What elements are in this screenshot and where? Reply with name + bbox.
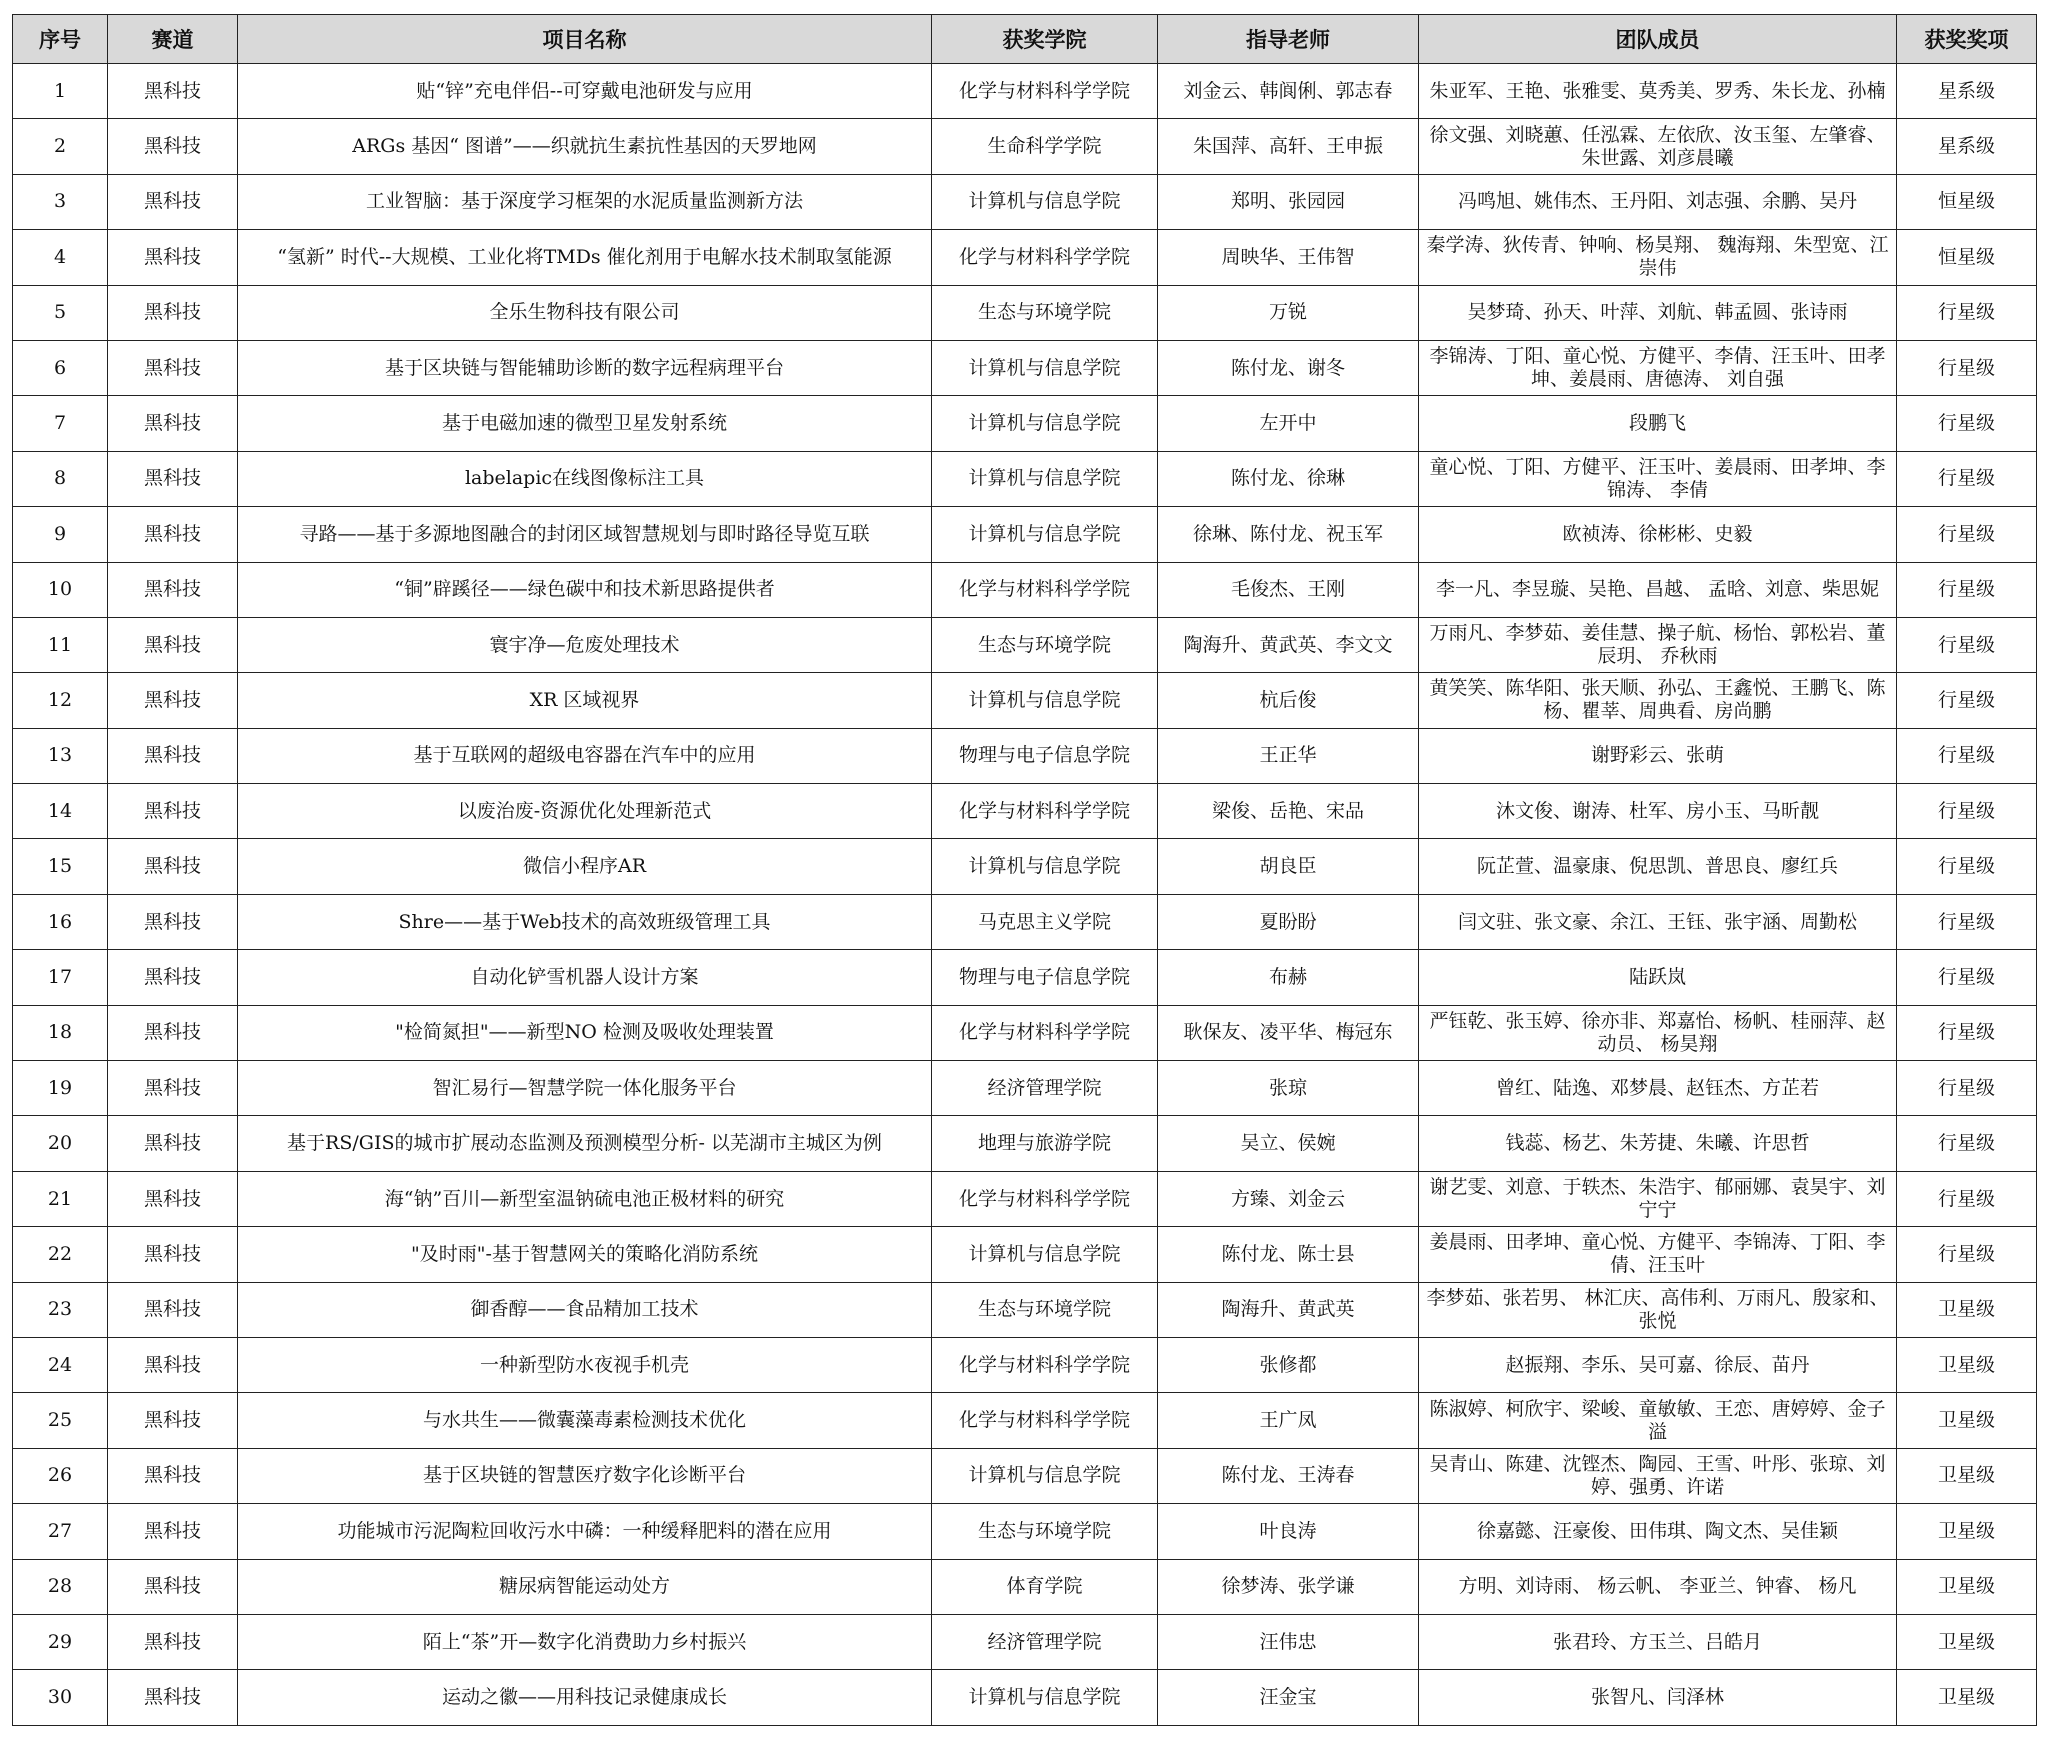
table-row <box>13 1614 2037 1669</box>
cell-project-name: 基于区块链的智慧医疗数字化诊断平台 <box>238 1448 932 1503</box>
cell-award: 行星级 <box>1897 1061 2037 1116</box>
cell-team-members: 钱蕊、杨艺、朱芳捷、朱曦、许思哲 <box>1419 1116 1897 1171</box>
header-advisor: 指导老师 <box>1158 15 1419 64</box>
cell-college: 物理与电子信息学院 <box>932 950 1158 1005</box>
cell-project-name: 海“钠”百川—新型室温钠硫电池正极材料的研究 <box>238 1171 932 1226</box>
cell-index: 8 <box>13 451 108 506</box>
cell-college: 计算机与信息学院 <box>932 673 1158 728</box>
cell-project-name: 智汇易行—智慧学院一体化服务平台 <box>238 1061 932 1116</box>
cell-college: 计算机与信息学院 <box>932 174 1158 229</box>
cell-award: 卫星级 <box>1897 1670 2037 1725</box>
cell-team-members: 阮芷萱、温豪康、倪思凯、普思良、廖红兵 <box>1419 839 1897 894</box>
cell-award: 恒星级 <box>1897 174 2037 229</box>
cell-track: 黑科技 <box>108 562 238 617</box>
table-row <box>13 396 2037 451</box>
cell-team-members: 陈淑婷、柯欣宇、梁峻、童敏敏、王恋、唐婷婷、金子溢 <box>1419 1393 1897 1448</box>
cell-college: 马克思主义学院 <box>932 894 1158 949</box>
table-row <box>13 1670 2037 1725</box>
cell-award: 行星级 <box>1897 340 2037 395</box>
cell-award: 行星级 <box>1897 562 2037 617</box>
table-row <box>13 784 2037 839</box>
cell-college: 生态与环境学院 <box>932 285 1158 340</box>
cell-track: 黑科技 <box>108 1670 238 1725</box>
cell-college: 计算机与信息学院 <box>932 451 1158 506</box>
cell-index: 6 <box>13 340 108 395</box>
cell-project-name: 全乐生物科技有限公司 <box>238 285 932 340</box>
cell-project-name: labelapic在线图像标注工具 <box>238 451 932 506</box>
cell-index: 19 <box>13 1061 108 1116</box>
cell-track: 黑科技 <box>108 1171 238 1226</box>
cell-college: 化学与材料科学学院 <box>932 562 1158 617</box>
cell-track: 黑科技 <box>108 1061 238 1116</box>
cell-college: 化学与材料科学学院 <box>932 784 1158 839</box>
cell-project-name: 工业智脑：基于深度学习框架的水泥质量监测新方法 <box>238 174 932 229</box>
cell-index: 9 <box>13 507 108 562</box>
cell-team-members: 严钰乾、张玉婷、徐亦非、郑嘉怡、杨帆、桂丽萍、赵动员、 杨昊翔 <box>1419 1005 1897 1060</box>
cell-college: 化学与材料科学学院 <box>932 230 1158 285</box>
cell-college: 计算机与信息学院 <box>932 507 1158 562</box>
cell-award: 行星级 <box>1897 894 2037 949</box>
cell-advisor: 夏盼盼 <box>1158 894 1419 949</box>
table-row <box>13 340 2037 395</box>
header-college: 获奖学院 <box>932 15 1158 64</box>
cell-index: 26 <box>13 1448 108 1503</box>
cell-index: 28 <box>13 1559 108 1614</box>
cell-advisor: 万锐 <box>1158 285 1419 340</box>
cell-project-name: 贴“锌”充电伴侣--可穿戴电池研发与应用 <box>238 64 932 119</box>
cell-award: 卫星级 <box>1897 1337 2037 1392</box>
cell-project-name: 基于RS/GIS的城市扩展动态监测及预测模型分析- 以芜湖市主城区为例 <box>238 1116 932 1171</box>
cell-index: 25 <box>13 1393 108 1448</box>
cell-track: 黑科技 <box>108 1448 238 1503</box>
cell-college: 计算机与信息学院 <box>932 340 1158 395</box>
cell-index: 14 <box>13 784 108 839</box>
cell-index: 7 <box>13 396 108 451</box>
cell-team-members: 欧祯涛、徐彬彬、史毅 <box>1419 507 1897 562</box>
page <box>12 14 2037 1726</box>
cell-index: 1 <box>13 64 108 119</box>
cell-college: 计算机与信息学院 <box>932 1448 1158 1503</box>
cell-track: 黑科技 <box>108 230 238 285</box>
cell-college: 物理与电子信息学院 <box>932 728 1158 783</box>
table-row <box>13 1227 2037 1282</box>
header-row <box>13 15 2037 64</box>
cell-award: 行星级 <box>1897 950 2037 1005</box>
cell-advisor: 王广凤 <box>1158 1393 1419 1448</box>
cell-award: 卫星级 <box>1897 1504 2037 1559</box>
cell-index: 22 <box>13 1227 108 1282</box>
cell-team-members: 沐文俊、谢涛、杜军、房小玉、马昕靓 <box>1419 784 1897 839</box>
cell-advisor: 陈付龙、谢冬 <box>1158 340 1419 395</box>
cell-college: 计算机与信息学院 <box>932 1670 1158 1725</box>
cell-advisor: 毛俊杰、王刚 <box>1158 562 1419 617</box>
table-row <box>13 1559 2037 1614</box>
cell-advisor: 陶海升、黄武英 <box>1158 1282 1419 1337</box>
cell-award: 行星级 <box>1897 396 2037 451</box>
table-row <box>13 839 2037 894</box>
cell-advisor: 陈付龙、徐琳 <box>1158 451 1419 506</box>
cell-index: 18 <box>13 1005 108 1060</box>
cell-track: 黑科技 <box>108 1393 238 1448</box>
table-row <box>13 451 2037 506</box>
cell-advisor: 郑明、张园园 <box>1158 174 1419 229</box>
cell-project-name: 运动之徽——用科技记录健康成长 <box>238 1670 932 1725</box>
cell-index: 17 <box>13 950 108 1005</box>
cell-project-name: 寻路——基于多源地图融合的封闭区域智慧规划与即时路径导览互联 <box>238 507 932 562</box>
cell-index: 10 <box>13 562 108 617</box>
cell-project-name: 基于互联网的超级电容器在汽车中的应用 <box>238 728 932 783</box>
cell-team-members: 闫文驻、张文豪、余江、王钰、张宇涵、周勤松 <box>1419 894 1897 949</box>
cell-team-members: 徐嘉懿、汪豪俊、田伟琪、陶文杰、吴佳颖 <box>1419 1504 1897 1559</box>
table-row <box>13 1005 2037 1060</box>
cell-college: 计算机与信息学院 <box>932 839 1158 894</box>
cell-team-members: 李一凡、李昱璇、吴艳、昌越、 孟晗、刘意、柴思妮 <box>1419 562 1897 617</box>
award-table <box>12 14 2037 1726</box>
header-team-members: 团队成员 <box>1419 15 1897 64</box>
cell-index: 3 <box>13 174 108 229</box>
cell-college: 经济管理学院 <box>932 1614 1158 1669</box>
table-row <box>13 1393 2037 1448</box>
table-row <box>13 728 2037 783</box>
table-header <box>13 15 2037 64</box>
cell-track: 黑科技 <box>108 1005 238 1060</box>
cell-award: 行星级 <box>1897 1227 2037 1282</box>
cell-college: 计算机与信息学院 <box>932 1227 1158 1282</box>
cell-team-members: 段鹏飞 <box>1419 396 1897 451</box>
cell-project-name: XR 区域视界 <box>238 673 932 728</box>
cell-college: 地理与旅游学院 <box>932 1116 1158 1171</box>
cell-project-name: "检简氮担"——新型NO 检测及吸收处理装置 <box>238 1005 932 1060</box>
cell-team-members: 谢艺雯、刘意、于轶杰、朱浩宇、郁丽娜、袁昊宇、刘宁宁 <box>1419 1171 1897 1226</box>
cell-track: 黑科技 <box>108 1559 238 1614</box>
cell-project-name: 功能城市污泥陶粒回收污水中磷：一种缓释肥料的潜在应用 <box>238 1504 932 1559</box>
cell-index: 5 <box>13 285 108 340</box>
cell-index: 16 <box>13 894 108 949</box>
cell-project-name: "及时雨"-基于智慧网关的策略化消防系统 <box>238 1227 932 1282</box>
cell-award: 行星级 <box>1897 451 2037 506</box>
cell-award: 卫星级 <box>1897 1559 2037 1614</box>
cell-project-name: 基于区块链与智能辅助诊断的数字远程病理平台 <box>238 340 932 395</box>
cell-award: 行星级 <box>1897 617 2037 672</box>
cell-track: 黑科技 <box>108 894 238 949</box>
cell-team-members: 万雨凡、李梦茹、姜佳慧、操子航、杨怡、郭松岩、董辰玥、 乔秋雨 <box>1419 617 1897 672</box>
cell-advisor: 叶良涛 <box>1158 1504 1419 1559</box>
cell-award: 行星级 <box>1897 507 2037 562</box>
table-row <box>13 1171 2037 1226</box>
cell-index: 13 <box>13 728 108 783</box>
cell-college: 体育学院 <box>932 1559 1158 1614</box>
cell-index: 2 <box>13 119 108 174</box>
cell-college: 生态与环境学院 <box>932 617 1158 672</box>
cell-track: 黑科技 <box>108 784 238 839</box>
cell-advisor: 朱国萍、高轩、王申振 <box>1158 119 1419 174</box>
table-row <box>13 230 2037 285</box>
cell-advisor: 陶海升、黄武英、李文文 <box>1158 617 1419 672</box>
cell-award: 卫星级 <box>1897 1614 2037 1669</box>
table-row <box>13 174 2037 229</box>
table-row <box>13 1282 2037 1337</box>
cell-team-members: 谢野彩云、张萌 <box>1419 728 1897 783</box>
cell-index: 23 <box>13 1282 108 1337</box>
table-row <box>13 1061 2037 1116</box>
cell-college: 生态与环境学院 <box>932 1282 1158 1337</box>
table-row <box>13 64 2037 119</box>
cell-advisor: 徐琳、陈付龙、祝玉军 <box>1158 507 1419 562</box>
cell-team-members: 张智凡、闫泽林 <box>1419 1670 1897 1725</box>
cell-project-name: “氢新” 时代--大规模、工业化将TMDs 催化剂用于电解水技术制取氢能源 <box>238 230 932 285</box>
cell-team-members: 徐文强、刘晓蕙、任泓霖、左依欣、汝玉玺、左肇睿、朱世露、刘彦晨曦 <box>1419 119 1897 174</box>
table-row <box>13 950 2037 1005</box>
cell-advisor: 王正华 <box>1158 728 1419 783</box>
cell-award: 恒星级 <box>1897 230 2037 285</box>
cell-project-name: 基于电磁加速的微型卫星发射系统 <box>238 396 932 451</box>
cell-track: 黑科技 <box>108 340 238 395</box>
cell-index: 20 <box>13 1116 108 1171</box>
table-row <box>13 507 2037 562</box>
cell-team-members: 秦学涛、狄传青、钟响、杨昊翔、 魏海翔、朱型宽、江崇伟 <box>1419 230 1897 285</box>
cell-track: 黑科技 <box>108 1116 238 1171</box>
cell-award: 行星级 <box>1897 1005 2037 1060</box>
table-row <box>13 119 2037 174</box>
cell-project-name: 糖尿病智能运动处方 <box>238 1559 932 1614</box>
cell-track: 黑科技 <box>108 950 238 1005</box>
cell-team-members: 李梦茹、张若男、 林汇庆、高伟利、万雨凡、殷家和、张悦 <box>1419 1282 1897 1337</box>
cell-award: 星系级 <box>1897 119 2037 174</box>
cell-award: 卫星级 <box>1897 1448 2037 1503</box>
cell-index: 4 <box>13 230 108 285</box>
table-row <box>13 285 2037 340</box>
cell-team-members: 朱亚军、王艳、张雅雯、莫秀美、罗秀、朱长龙、孙楠 <box>1419 64 1897 119</box>
cell-college: 化学与材料科学学院 <box>932 1337 1158 1392</box>
cell-project-name: 陌上“茶”开—数字化消费助力乡村振兴 <box>238 1614 932 1669</box>
cell-advisor: 布赫 <box>1158 950 1419 1005</box>
cell-track: 黑科技 <box>108 617 238 672</box>
cell-advisor: 吴立、侯婉 <box>1158 1116 1419 1171</box>
cell-advisor: 张修都 <box>1158 1337 1419 1392</box>
cell-project-name: 寰宇净—危废处理技术 <box>238 617 932 672</box>
cell-award: 行星级 <box>1897 285 2037 340</box>
table-row <box>13 617 2037 672</box>
cell-team-members: 吴梦琦、孙天、叶萍、刘航、韩孟圆、张诗雨 <box>1419 285 1897 340</box>
cell-project-name: 以废治废-资源优化处理新范式 <box>238 784 932 839</box>
cell-track: 黑科技 <box>108 174 238 229</box>
cell-award: 行星级 <box>1897 728 2037 783</box>
cell-track: 黑科技 <box>108 396 238 451</box>
cell-award: 卫星级 <box>1897 1282 2037 1337</box>
cell-advisor: 梁俊、岳艳、宋品 <box>1158 784 1419 839</box>
cell-index: 21 <box>13 1171 108 1226</box>
table-row <box>13 673 2037 728</box>
cell-team-members: 吴青山、陈建、沈铿杰、陶园、王雪、叶彤、张琼、刘婷、强勇、许诺 <box>1419 1448 1897 1503</box>
cell-team-members: 李锦涛、丁阳、童心悦、方健平、李倩、汪玉叶、田孝坤、姜晨雨、唐德涛、 刘自强 <box>1419 340 1897 395</box>
header-project-name: 项目名称 <box>238 15 932 64</box>
cell-track: 黑科技 <box>108 673 238 728</box>
header-index: 序号 <box>13 15 108 64</box>
cell-advisor: 胡良臣 <box>1158 839 1419 894</box>
cell-index: 27 <box>13 1504 108 1559</box>
cell-project-name: 微信小程序AR <box>238 839 932 894</box>
cell-college: 化学与材料科学学院 <box>932 64 1158 119</box>
cell-team-members: 曾红、陆逸、邓梦晨、赵钰杰、方芷若 <box>1419 1061 1897 1116</box>
cell-advisor: 汪伟忠 <box>1158 1614 1419 1669</box>
cell-team-members: 张君玲、方玉兰、吕皓月 <box>1419 1614 1897 1669</box>
table-row <box>13 1337 2037 1392</box>
cell-award: 星系级 <box>1897 64 2037 119</box>
cell-team-members: 方明、刘诗雨、 杨云帆、 李亚兰、钟睿、 杨凡 <box>1419 1559 1897 1614</box>
cell-track: 黑科技 <box>108 728 238 783</box>
cell-award: 行星级 <box>1897 784 2037 839</box>
cell-track: 黑科技 <box>108 1504 238 1559</box>
cell-college: 化学与材料科学学院 <box>932 1171 1158 1226</box>
cell-advisor: 陈付龙、陈士县 <box>1158 1227 1419 1282</box>
cell-award: 行星级 <box>1897 673 2037 728</box>
cell-track: 黑科技 <box>108 507 238 562</box>
cell-advisor: 周映华、王伟智 <box>1158 230 1419 285</box>
cell-track: 黑科技 <box>108 1614 238 1669</box>
cell-award: 卫星级 <box>1897 1393 2037 1448</box>
cell-project-name: 与水共生——微囊藻毒素检测技术优化 <box>238 1393 932 1448</box>
cell-index: 11 <box>13 617 108 672</box>
cell-college: 经济管理学院 <box>932 1061 1158 1116</box>
cell-index: 12 <box>13 673 108 728</box>
cell-team-members: 赵振翔、李乐、吴可嘉、徐辰、苗丹 <box>1419 1337 1897 1392</box>
cell-award: 行星级 <box>1897 839 2037 894</box>
header-award: 获奖奖项 <box>1897 15 2037 64</box>
cell-project-name: 一种新型防水夜视手机壳 <box>238 1337 932 1392</box>
cell-advisor: 刘金云、韩阆俐、郭志春 <box>1158 64 1419 119</box>
cell-track: 黑科技 <box>108 1227 238 1282</box>
cell-project-name: 御香醇——食品精加工技术 <box>238 1282 932 1337</box>
table-row <box>13 894 2037 949</box>
cell-team-members: 冯鸣旭、姚伟杰、王丹阳、刘志强、余鹏、吴丹 <box>1419 174 1897 229</box>
cell-track: 黑科技 <box>108 1282 238 1337</box>
cell-college: 化学与材料科学学院 <box>932 1005 1158 1060</box>
cell-advisor: 徐梦涛、张学谦 <box>1158 1559 1419 1614</box>
cell-advisor: 张琼 <box>1158 1061 1419 1116</box>
cell-index: 24 <box>13 1337 108 1392</box>
cell-college: 生命科学学院 <box>932 119 1158 174</box>
cell-track: 黑科技 <box>108 119 238 174</box>
cell-project-name: 自动化铲雪机器人设计方案 <box>238 950 932 1005</box>
cell-index: 29 <box>13 1614 108 1669</box>
cell-college: 计算机与信息学院 <box>932 396 1158 451</box>
cell-college: 化学与材料科学学院 <box>932 1393 1158 1448</box>
cell-award: 行星级 <box>1897 1116 2037 1171</box>
cell-team-members: 童心悦、丁阳、方健平、汪玉叶、姜晨雨、田孝坤、李锦涛、 李倩 <box>1419 451 1897 506</box>
cell-college: 生态与环境学院 <box>932 1504 1158 1559</box>
table-row <box>13 1448 2037 1503</box>
cell-project-name: ARGs 基因“ 图谱”——织就抗生素抗性基因的天罗地网 <box>238 119 932 174</box>
cell-index: 30 <box>13 1670 108 1725</box>
cell-track: 黑科技 <box>108 285 238 340</box>
header-track: 赛道 <box>108 15 238 64</box>
cell-advisor: 陈付龙、王涛春 <box>1158 1448 1419 1503</box>
cell-award: 行星级 <box>1897 1171 2037 1226</box>
table-row <box>13 1504 2037 1559</box>
cell-team-members: 陆跃岚 <box>1419 950 1897 1005</box>
cell-advisor: 左开中 <box>1158 396 1419 451</box>
cell-advisor: 耿保友、凌平华、梅冠东 <box>1158 1005 1419 1060</box>
cell-track: 黑科技 <box>108 839 238 894</box>
cell-project-name: “铜”辟蹊径——绿色碳中和技术新思路提供者 <box>238 562 932 617</box>
cell-team-members: 黄笑笑、陈华阳、张天顺、孙弘、王鑫悦、王鹏飞、陈杨、瞿莘、周典看、房尚鹏 <box>1419 673 1897 728</box>
cell-project-name: Shre——基于Web技术的高效班级管理工具 <box>238 894 932 949</box>
table-row <box>13 1116 2037 1171</box>
cell-advisor: 汪金宝 <box>1158 1670 1419 1725</box>
cell-advisor: 杭后俊 <box>1158 673 1419 728</box>
cell-advisor: 方臻、刘金云 <box>1158 1171 1419 1226</box>
cell-team-members: 姜晨雨、田孝坤、童心悦、方健平、李锦涛、丁阳、李倩、汪玉叶 <box>1419 1227 1897 1282</box>
cell-track: 黑科技 <box>108 1337 238 1392</box>
cell-track: 黑科技 <box>108 64 238 119</box>
table-body <box>13 64 2037 1726</box>
table-row <box>13 562 2037 617</box>
cell-track: 黑科技 <box>108 451 238 506</box>
cell-index: 15 <box>13 839 108 894</box>
